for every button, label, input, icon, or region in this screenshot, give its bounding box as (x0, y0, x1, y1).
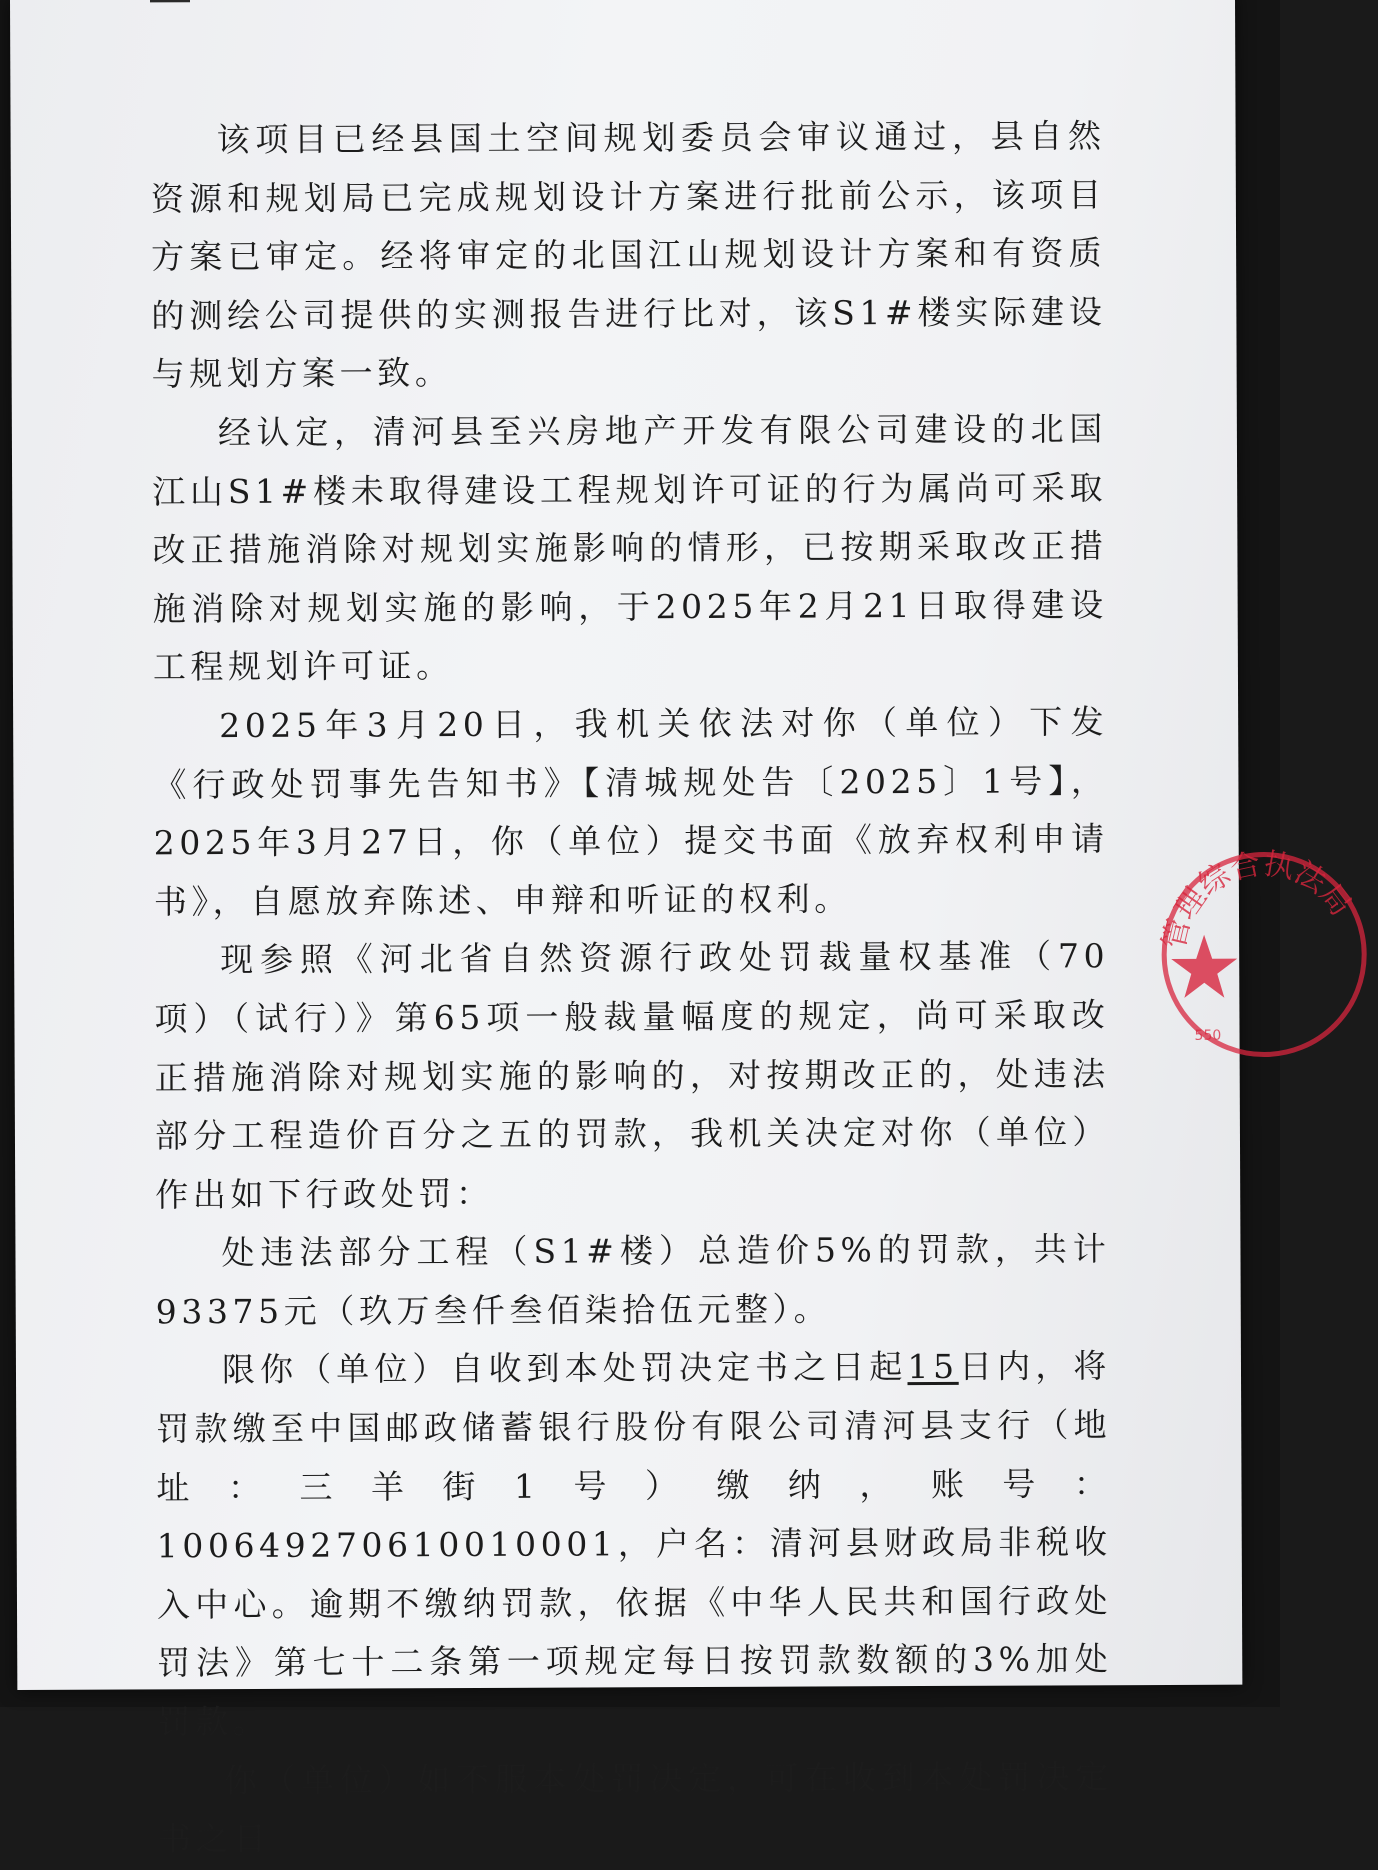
paragraph-payment (156, 1338, 1113, 1752)
paragraph-determination: 经认定，清河县至兴房地产开发有限公司建设的北国江山S1#楼未取得建设工程规划许可证的行为属尚可采取改正措施消除对规划实施影响的情形，已按期采取改正措施消除对规划实施的影响，于2025年2月21日取得建设工程规划许可证。 (152, 409, 1108, 687)
paragraph-notice: 2025年3月20日，我机关依法对你（单位）下发《行政处罚事先告知书》【清城规处告〔2025〕1号】，2025年3月27日，你（单位）提交书面《放弃权利申请书》，自愿放弃陈述、申辩和听证的权利。 (153, 702, 1109, 922)
payment-text-after: 日内，将罚款缴至中国邮政储蓄银行股份有限公司清河县支行（地址：三羊街1号）缴纳，账号：100649270610010001，户名：清河县财政局非税收入中心。逾期不缴纳罚款，依据《中华人民共和国行政处罚法》第七十二条第一项规定每日按罚款数额的3%加处罚款。 (156, 1346, 1113, 1742)
seal-text-path: 管理综合执法局 (1156, 846, 1359, 953)
document-body (150, 107, 1113, 1869)
paragraph-appeal: 你（单位）如不服本处罚决定，可在收到本处罚决定书之日 (157, 1756, 1113, 1859)
document-page (10, 0, 1359, 1859)
seal-code: 550 (1194, 1027, 1222, 1044)
paragraph-penalty: 处违法部分工程（S1#楼）总造价5%的罚款，共计93375元（玖万叁仟叁佰柒拾伍元整）。 (155, 1229, 1111, 1332)
official-seal (1154, 844, 1375, 1065)
payment-text-before: 限你（单位）自收到本处罚决定书之日起 (221, 1347, 908, 1390)
seal-text (1156, 846, 1358, 953)
paragraph-basis: 现参照《河北省自然资源行政处罚裁量权基准（70项）（试行）》第65项一般裁量幅度的规定，尚可采取改正措施消除对规划实施的影响的，对按期改正的，处违法部分工程造价百分之五的罚款，我机关决定对你（单位）作出如下行政处罚： (154, 936, 1111, 1215)
paragraph-approval: 该项目已经县国土空间规划委员会审议通过，县自然资源和规划局已完成规划设计方案进行批前公示，该项目方案已审定。经将审定的北国江山规划设计方案和有资质的测绘公司提供的实测报告进行比对，该S1#楼实际建设与规划方案一致。 (150, 116, 1107, 394)
page-top-mark (150, 0, 190, 2)
payment-days: 15 (907, 1347, 959, 1387)
